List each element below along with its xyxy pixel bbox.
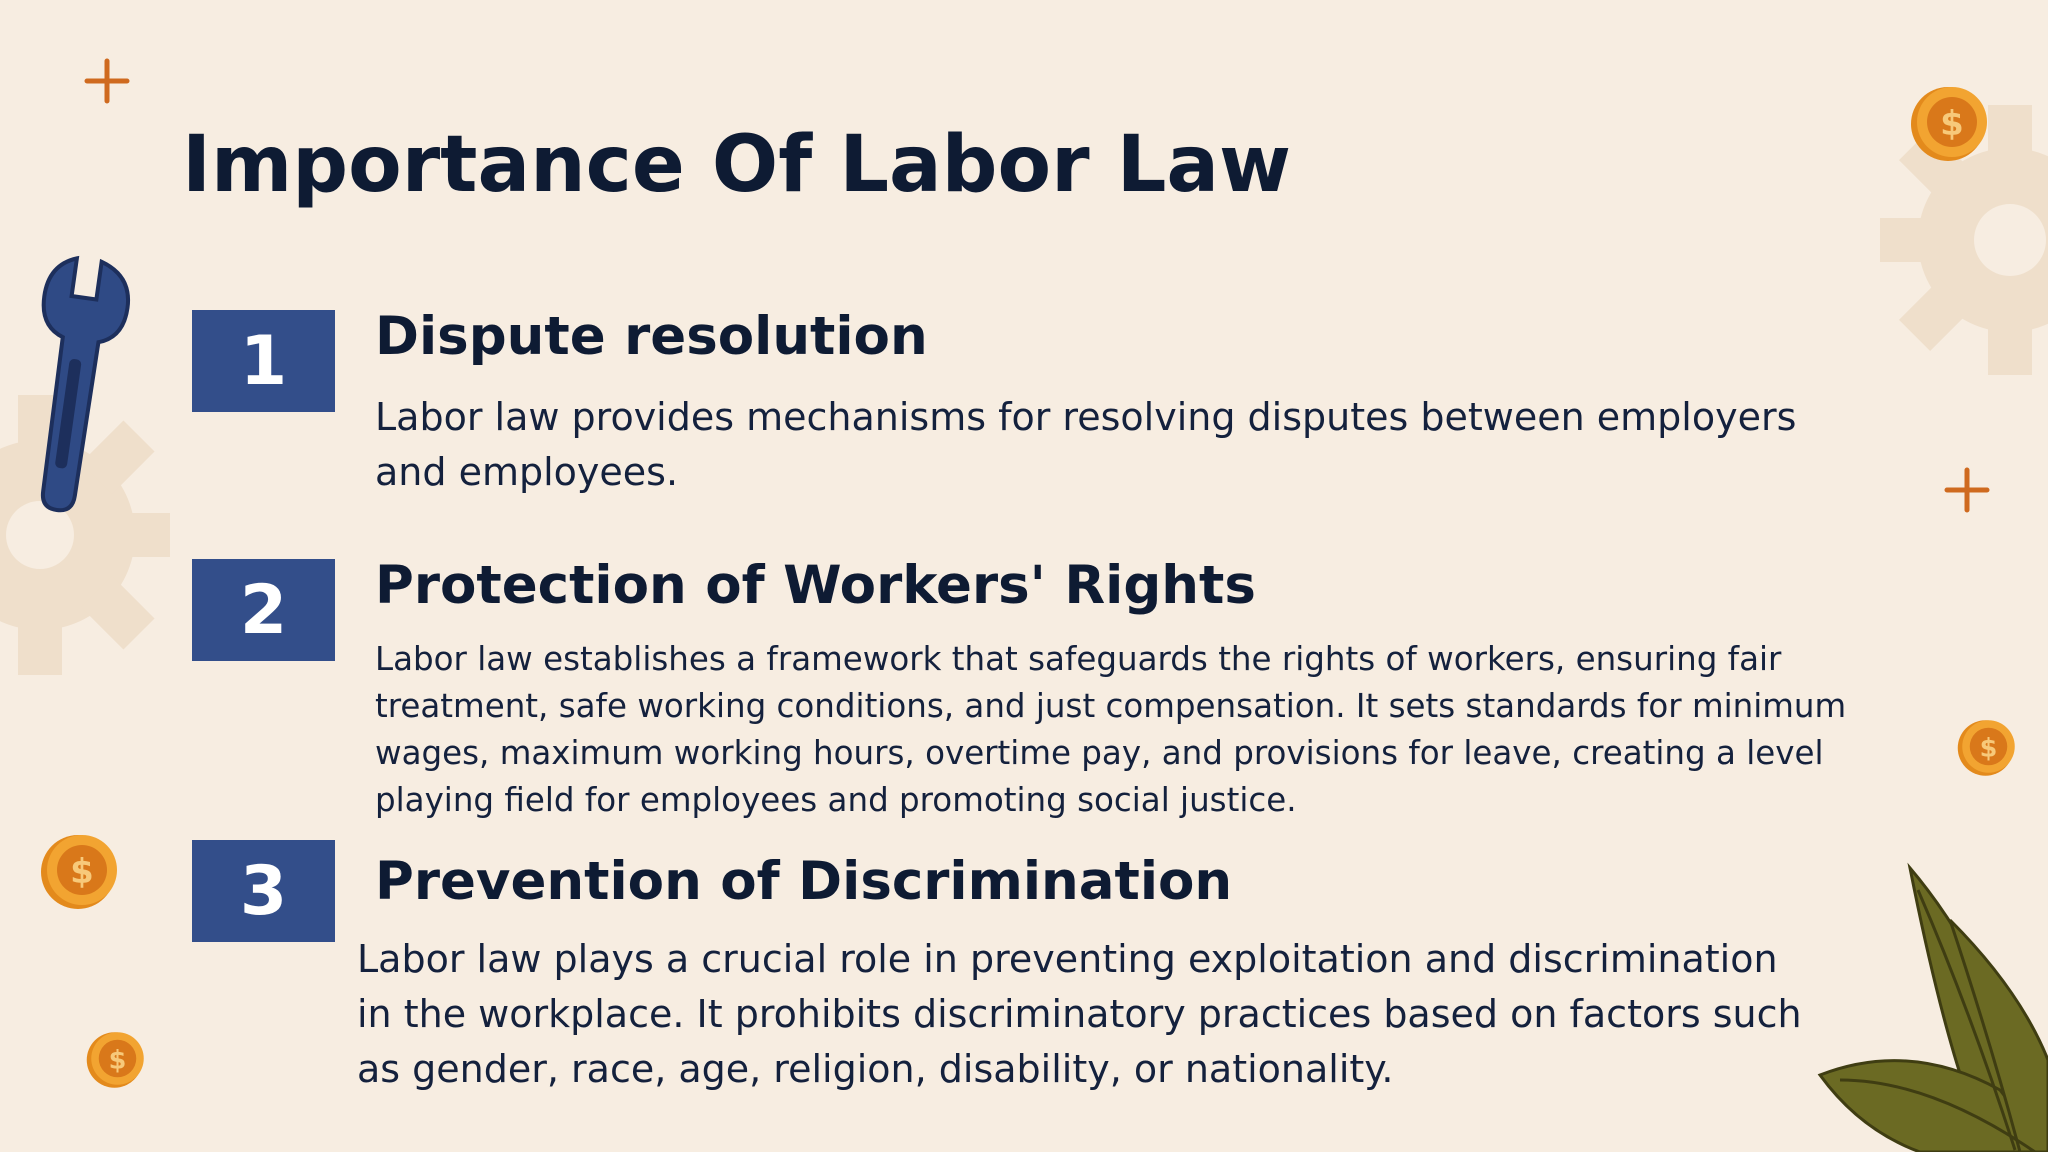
item-body: Labor law provides mechanisms for resolving disputes between employers and employees. [375,395,1797,494]
coin-icon [1955,718,2019,778]
item-number-badge: 1 [192,310,335,412]
coin-icon [38,832,122,912]
item-number-badge: 3 [192,840,335,942]
item-body: Labor law establishes a framework that safeguards the rights of workers, ensuring fair treatment, safe working conditions, and just compensation. It sets standards for minimum wages, maximum working hours, overtime pay, and provisions for leave, creating a level playing field for employees and promoting social justice. [375,640,1847,819]
coin-symbol: $ [1940,104,1964,144]
coin-icon [1908,84,1992,164]
item-number-badge: 2 [192,559,335,661]
plus-icon [1944,467,1990,513]
coin-symbol: $ [1979,733,1998,764]
coin-symbol: $ [70,852,94,892]
leaf-icon [1800,860,2048,1152]
item-heading: Dispute resolution [375,306,928,367]
item-body: Labor law plays a crucial role in preventing exploitation and discrimination in the workplace. It prohibits discriminatory practices based on factors such as gender, race, age, religion, disability, or nationality. [357,937,1802,1091]
slide-title: Importance Of Labor Law [182,120,1292,210]
item-heading: Protection of Workers' Rights [375,555,1256,616]
plus-icon [84,58,130,104]
coin-symbol: $ [108,1045,127,1076]
item-heading: Prevention of Discrimination [375,851,1233,912]
coin-icon [84,1030,148,1090]
wrench-icon [25,240,135,520]
